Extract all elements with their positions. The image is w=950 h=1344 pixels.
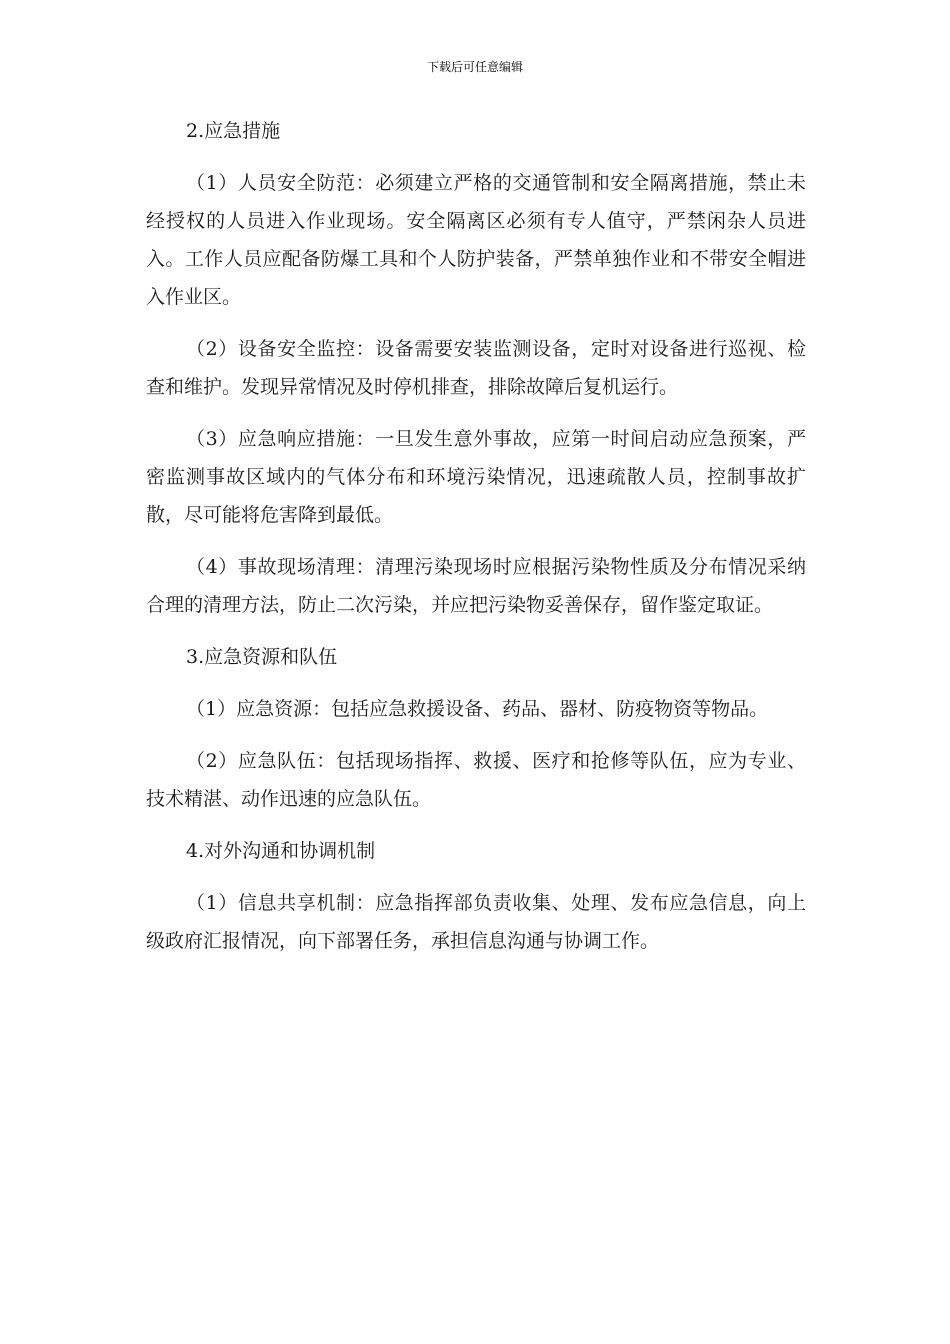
paragraph: （1）应急资源：包括应急救援设备、药品、器材、防疫物资等物品。 [186, 698, 769, 720]
section-heading: 3.应急资源和队伍 [186, 646, 338, 668]
paragraph: （4）事故现场清理：清理污染现场时应根据污染物性质及分布情况采纳合理的清理方法，防止二次污染，并应把污染物妥善保存，留作鉴定取证。 [146, 556, 806, 616]
paragraph: （2）设备安全监控：设备需要安装监测设备，定时对设备进行巡视、检查和维护。发现异常情况及时停机排查，排除故障后复机运行。 [146, 338, 806, 398]
paragraph: （1）人员安全防范：必须建立严格的交通管制和安全隔离措施，禁止未经授权的人员进入作业现场。安全隔离区必须有专人值守，严禁闲杂人员进入。工作人员应配备防爆工具和个人防护装备，严禁单独作业和不带安全帽进入作业区。 [146, 172, 806, 308]
paragraph: （3）应急响应措施：一旦发生意外事故，应第一时间启动应急预案，严密监测事故区域内的气体分布和环境污染情况，迅速疏散人员，控制事故扩散，尽可能将危害降到最低。 [146, 428, 806, 526]
document-body [146, 112, 806, 974]
paragraph: （1）信息共享机制：应急指挥部负责收集、处理、发布应急信息，向上级政府汇报情况，向下部署任务，承担信息沟通与协调工作。 [146, 892, 806, 952]
paragraph: （2）应急队伍：包括现场指挥、救援、医疗和抢修等队伍，应为专业、技术精湛、动作迅速的应急队伍。 [146, 750, 806, 810]
section-heading: 2.应急措施 [186, 120, 281, 142]
section-heading: 4.对外沟通和协调机制 [186, 840, 376, 862]
page-header: 下载后可任意编辑 [426, 60, 523, 74]
